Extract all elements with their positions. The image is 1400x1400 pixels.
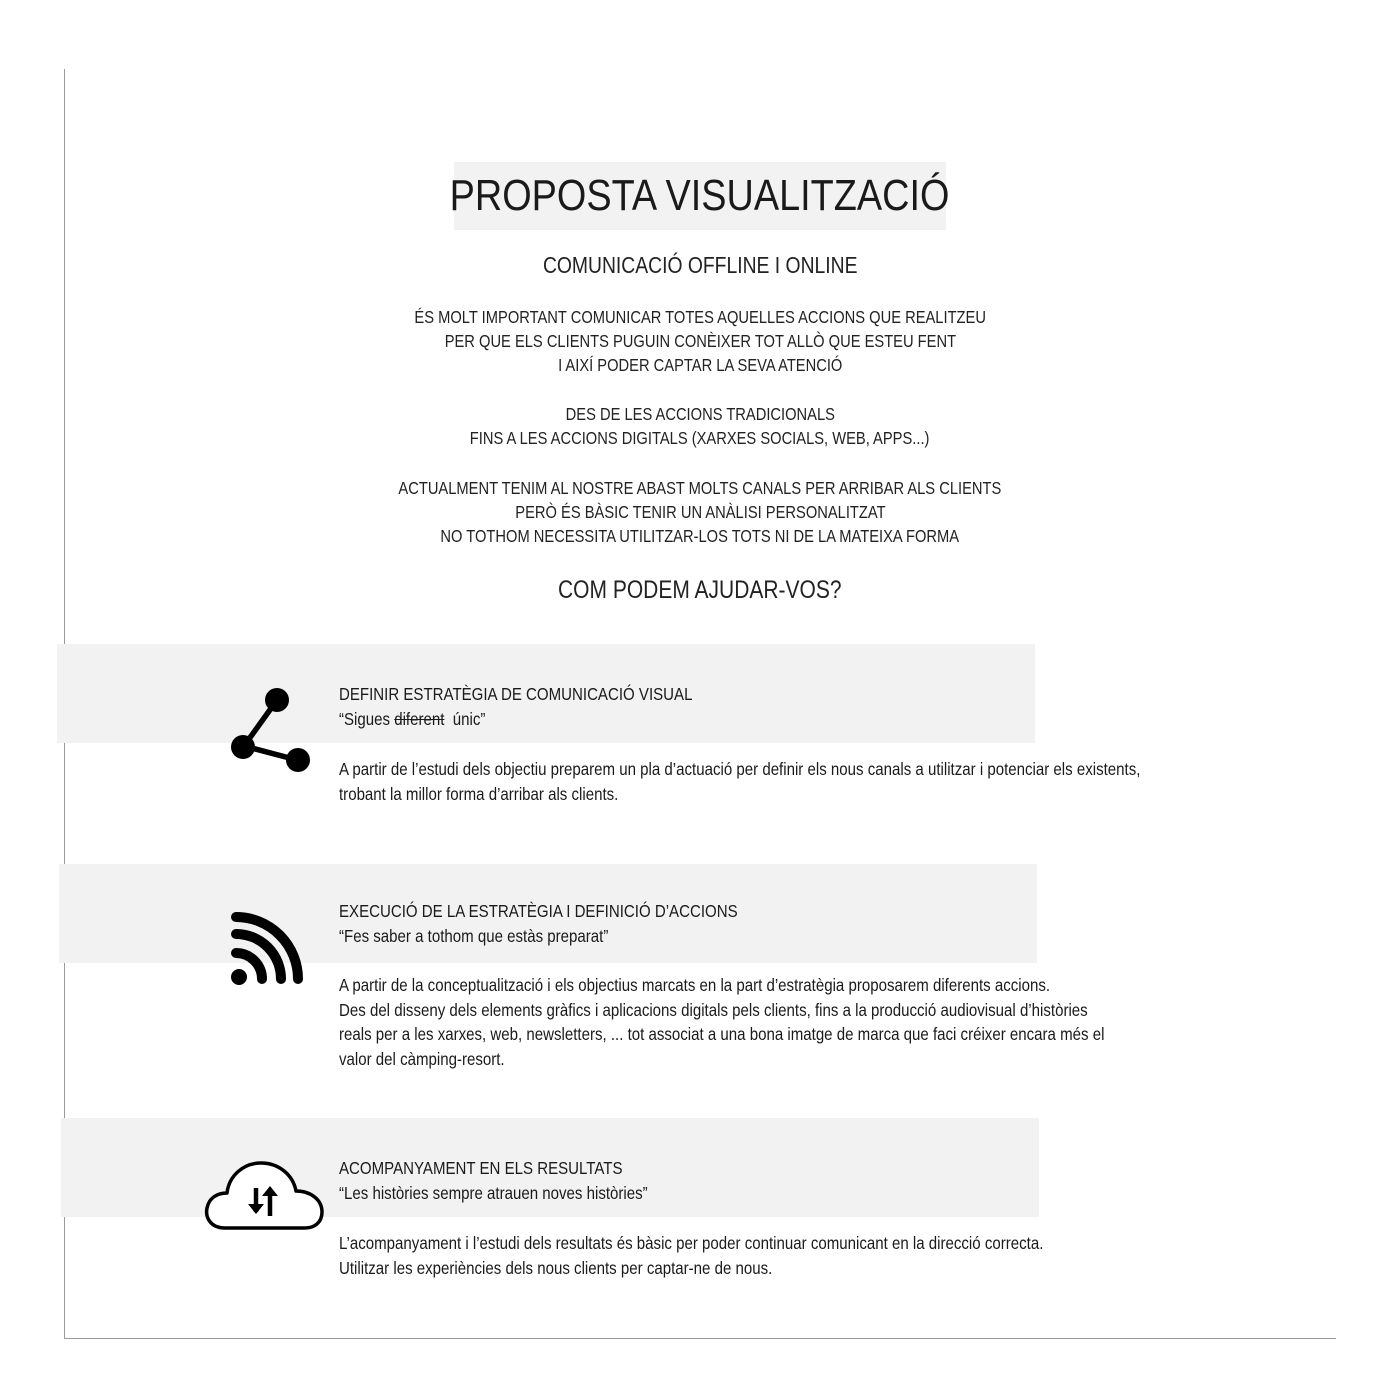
section-question-text: COM PODEM AJUDAR-VOS? [558, 576, 842, 604]
rss-feed-icon [228, 910, 308, 990]
tagline-struck-word: diferent [394, 709, 445, 729]
service-1-heading: DEFINIR ESTRATÈGIA DE COMUNICACIÓ VISUAL [339, 684, 693, 704]
service-2-heading: EXECUCIÓ DE LA ESTRATÈGIA I DEFINICIÓ D’ACCIONS [339, 901, 738, 921]
description-line: A partir de l’estudi dels objectiu preparem un pla d’actuació per definir els nous canals a utilitzar i potenciar els existents, [339, 759, 1141, 779]
description-line: Utilitzar les experiències dels nous clients per captar-ne de nous. [339, 1257, 773, 1278]
page-subtitle-text: COMUNICACIÓ OFFLINE I ONLINE [542, 252, 858, 278]
intro-line: PER QUE ELS CLIENTS PUGUIN CONÈIXER TOT ALLÒ QUE ESTEU FENT [444, 331, 956, 351]
service-3-header [339, 1156, 698, 1206]
description-line: valor del càmping-resort. [339, 1048, 505, 1069]
service-3-tagline: “Les històries sempre atrauen noves històries” [339, 1183, 648, 1203]
service-3-heading: ACOMPANYAMENT EN ELS RESULTATS [339, 1158, 623, 1178]
page-subtitle [0, 252, 1400, 279]
intro-line: I AIXÍ PODER CAPTAR LA SEVA ATENCIÓ [557, 355, 843, 375]
description-line: reals per a les xarxes, web, newsletters, ... tot associat a una bona imatge de marca que faci créixer encara més el [339, 1024, 1105, 1044]
service-2-header [339, 899, 803, 949]
service-3-description [339, 1231, 1158, 1280]
title-box [450, 162, 950, 230]
intro-line: ACTUALMENT TENIM AL NOSTRE ABAST MOLTS CANALS PER ARRIBAR ALS CLIENTS [398, 478, 1002, 498]
intro-paragraph-1 [0, 305, 1400, 377]
tagline-close: únic” [444, 709, 486, 729]
share-icon [228, 686, 312, 776]
cloud-sync-icon [203, 1160, 325, 1232]
intro-line: PERÒ ÉS BÀSIC TENIR UN ANÀLISI PERSONALITZAT [514, 502, 886, 522]
tagline-open: “Sigues [339, 709, 395, 729]
section-question [0, 576, 1400, 605]
intro-paragraph-2 [0, 402, 1400, 450]
description-line: L’acompanyament i l’estudi dels resultats és bàsic per poder continuar comunicant en la direcció correcta. [339, 1233, 1044, 1253]
service-1-description [339, 757, 1271, 806]
service-1-header [339, 682, 750, 732]
service-2-tagline: “Fes saber a tothom que estàs preparat” [339, 926, 609, 946]
intro-line: FINS A LES ACCIONS DIGITALS (XARXES SOCIALS, WEB, APPS...) [470, 428, 930, 448]
service-2-description [339, 973, 1229, 1071]
intro-paragraph-3 [0, 476, 1400, 548]
page-title: PROPOSTA VISUALITZACIÓ [450, 171, 950, 220]
service-1-tagline [339, 707, 692, 732]
intro-line: ÉS MOLT IMPORTANT COMUNICAR TOTES AQUELLES ACCIONS QUE REALITZEU [414, 307, 986, 327]
intro-line: DES DE LES ACCIONS TRADICIONALS [565, 404, 835, 424]
description-line: A partir de la conceptualització i els objectius marcats en la part d’estratègia proposarem diferents accions. [339, 975, 1051, 995]
intro-line: NO TOTHOM NECESSITA UTILITZAR-LOS TOTS NI DE LA MATEIXA FORMA [440, 526, 960, 546]
description-line: trobant la millor forma d’arribar als clients. [339, 783, 619, 804]
description-line: Des del disseny dels elements gràfics i aplicacions digitals pels clients, fins a la producció audiovisual d’històries [339, 999, 1088, 1020]
frame-bottom-rule [64, 1338, 1336, 1339]
